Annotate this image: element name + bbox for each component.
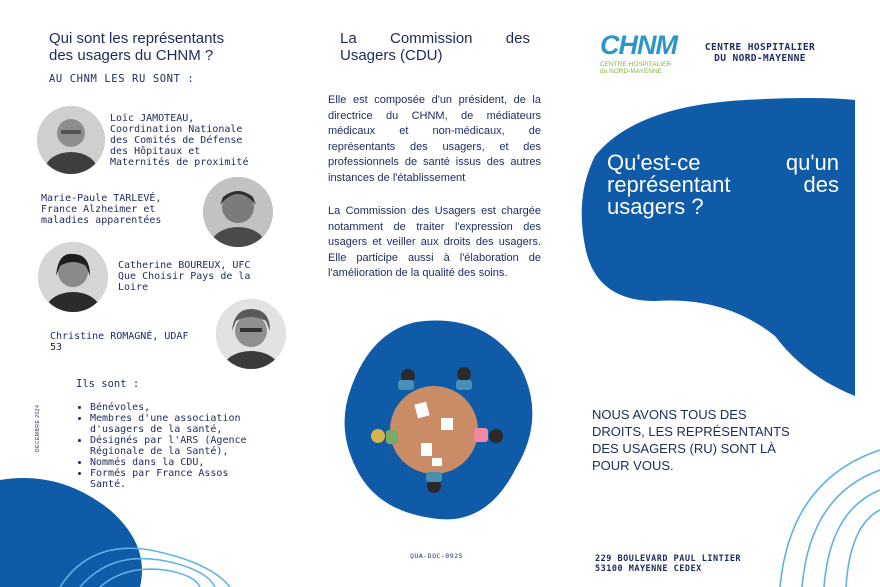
panel2-title-word-commission: Commission <box>389 30 473 47</box>
panel2-title-word-des: des <box>505 30 530 47</box>
vertical-date: DÉCEMBRE 2024 <box>35 404 41 452</box>
bullet-item: • Désignés par l'ARS (Agence Régionale de la Santé), <box>90 435 268 457</box>
cdu-paragraph-2: La Commission des Usagers est chargée notamment de traiter l'expression des usagers et veiller aux droits des usagers. Elle participe aussi à l'élaboration de l'amélioration de la qualité des soins. <box>328 205 541 279</box>
bullet-item: • Bénévoles, <box>90 402 268 413</box>
question-word-3: représentant <box>607 172 731 197</box>
cdu-paragraph-1: Elle est composée d'un président, de la directrice du CHNM, de médiateurs médicaux et non-médicaux, de représentants des usagers, et des professionnels de santé issus des autres instances de l'établissement <box>328 94 541 184</box>
doc-code: QUA-DOC-0925 <box>410 552 463 560</box>
panel-cover <box>575 0 880 587</box>
blue-blob-bottom-left <box>0 470 292 587</box>
photo-catherine-boureux <box>38 242 108 312</box>
address: 229 BOULEVARD PAUL LINTIER 53100 MAYENNE CEDEX <box>595 554 742 574</box>
question-word-4: des <box>803 172 839 197</box>
meeting-illustration <box>336 318 536 528</box>
chnm-logo: CHNM CENTRE HOSPITALIER du NORD-MAYENNE <box>600 30 677 75</box>
person-1-text: Loïc JAMOTEAU, Coordination Nationale des Comités de Défense des Hôpitaux et Maternités de proximité <box>110 113 249 168</box>
panel-representants <box>0 0 292 587</box>
question-word-1: Qu'est-ce <box>607 150 701 175</box>
wave-lines-decoration <box>750 440 880 587</box>
panel1-title: Qui sont les représentants des usagers du CHNM ? <box>49 30 225 64</box>
panel1-subtitle: AU CHNM LES RU SONT : <box>49 73 195 85</box>
photo-christine-romagne <box>216 299 286 369</box>
panel2-title: La Commission des Usagers (CDU) <box>340 30 530 64</box>
person-3-text: Catherine BOUREUX, UFC Que Choisir Pays de la Loire <box>118 260 251 293</box>
panel-cdu <box>292 0 575 587</box>
question-word-2: qu'un <box>785 150 839 175</box>
photo-loic-jamoteau <box>37 106 105 174</box>
person-4-text: Christine ROMAGNÉ, UDAF 53 <box>50 331 189 353</box>
org-name: CENTRE HOSPITALIER DU NORD-MAYENNE <box>704 42 816 64</box>
bullet-item: • Formés par France Assos Santé. <box>90 468 268 490</box>
bullet-item: • Membres d'une association d'usagers de la santé, <box>90 413 268 435</box>
blue-blob-cover <box>575 96 880 406</box>
person-2-text: Marie-Paule TARLEVÉ, France Alzheimer et maladies apparentées <box>41 193 162 226</box>
rights-text: NOUS AVONS TOUS DES DROITS, LES REPRÉSENTANTS DES USAGERS (RU) SONT LÀ POUR VOUS. <box>592 407 790 473</box>
photo-marie-paule-tarleve <box>203 177 273 247</box>
cover-question: Qu'est-ce qu'un représentant des usagers ? <box>607 150 839 219</box>
ils-sont-label: Ils sont : <box>76 378 140 390</box>
bullet-item: • Nommés dans la CDU, <box>90 457 268 468</box>
panel2-title-word-la: La <box>340 30 357 47</box>
